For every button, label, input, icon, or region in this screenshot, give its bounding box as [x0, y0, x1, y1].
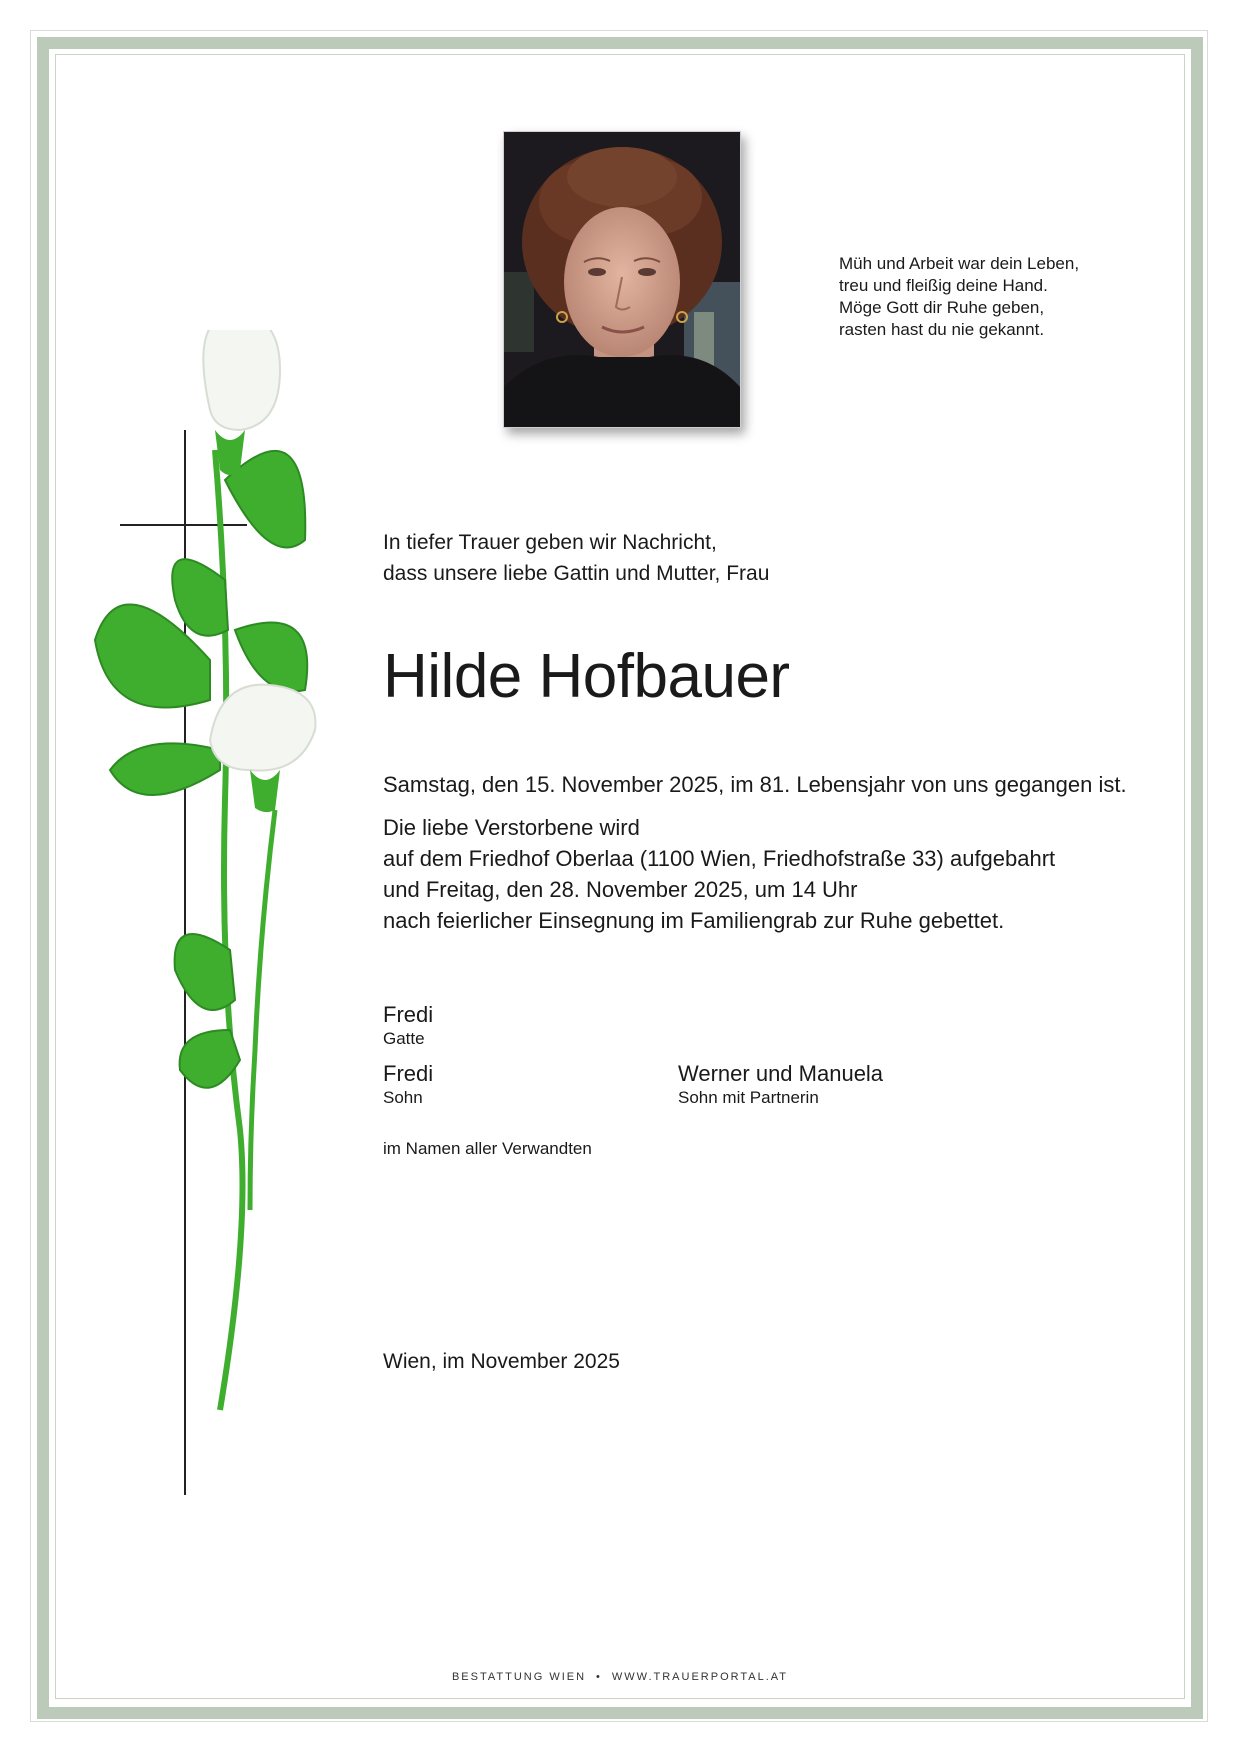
mourner-son [383, 1061, 433, 1109]
white-rose-cross-illustration [80, 330, 360, 1510]
footer-website: WWW.TRAUERPORTAL.AT [611, 1671, 789, 1683]
funeral-line-3: und Freitag, den 28. November 2025, um 14 Uhr [383, 877, 858, 902]
death-notice: Samstag, den 15. November 2025, im 81. Lebensjahr von uns gegangen ist. [383, 772, 1127, 797]
mourner-name: Fredi [383, 1002, 434, 1027]
mourner-role: Sohn [383, 1088, 423, 1107]
footer-separator: • [596, 1671, 602, 1683]
verse-line: rasten hast du nie gekannt. [839, 320, 1045, 339]
verse-line: treu und fleißig deine Hand. [839, 276, 1048, 295]
funeral-line-2: auf dem Friedhof Oberlaa (1100 Wien, Friedhofstraße 33) aufgebahrt [383, 846, 1056, 871]
mourner-role: Gatte [383, 1029, 425, 1048]
relatives-note: im Namen aller Verwandten [383, 1139, 592, 1158]
intro-line-1: In tiefer Trauer geben wir Nachricht, [383, 531, 717, 554]
footer [0, 1671, 1240, 1683]
portrait-illustration [504, 132, 740, 427]
funeral-line-1: Die liebe Verstorbene wird [383, 815, 640, 840]
footer-company: BESTATTUNG WIEN [451, 1671, 587, 1683]
verse-line: Müh und Arbeit war dein Leben, [839, 254, 1080, 273]
mourner-role: Sohn mit Partnerin [678, 1088, 819, 1107]
funeral-details [383, 812, 1055, 936]
mourner-name: Fredi [383, 1061, 434, 1086]
intro-line-2: dass unsere liebe Gattin und Mutter, Frau [383, 562, 770, 585]
verse-line: Möge Gott dir Ruhe geben, [839, 298, 1045, 317]
funeral-line-4: nach feierlicher Einsegnung im Familiengrab zur Ruhe gebettet. [383, 908, 1005, 933]
mourner-name: Werner und Manuela [678, 1061, 884, 1086]
intro-text [383, 527, 769, 589]
mourner-son-partner [678, 1061, 883, 1109]
portrait-photo [503, 131, 741, 428]
mourner-spouse [383, 1002, 433, 1050]
memorial-verse [839, 253, 1079, 341]
place-date: Wien, im November 2025 [383, 1350, 620, 1373]
deceased-name: Hilde Hofbauer [383, 642, 790, 711]
